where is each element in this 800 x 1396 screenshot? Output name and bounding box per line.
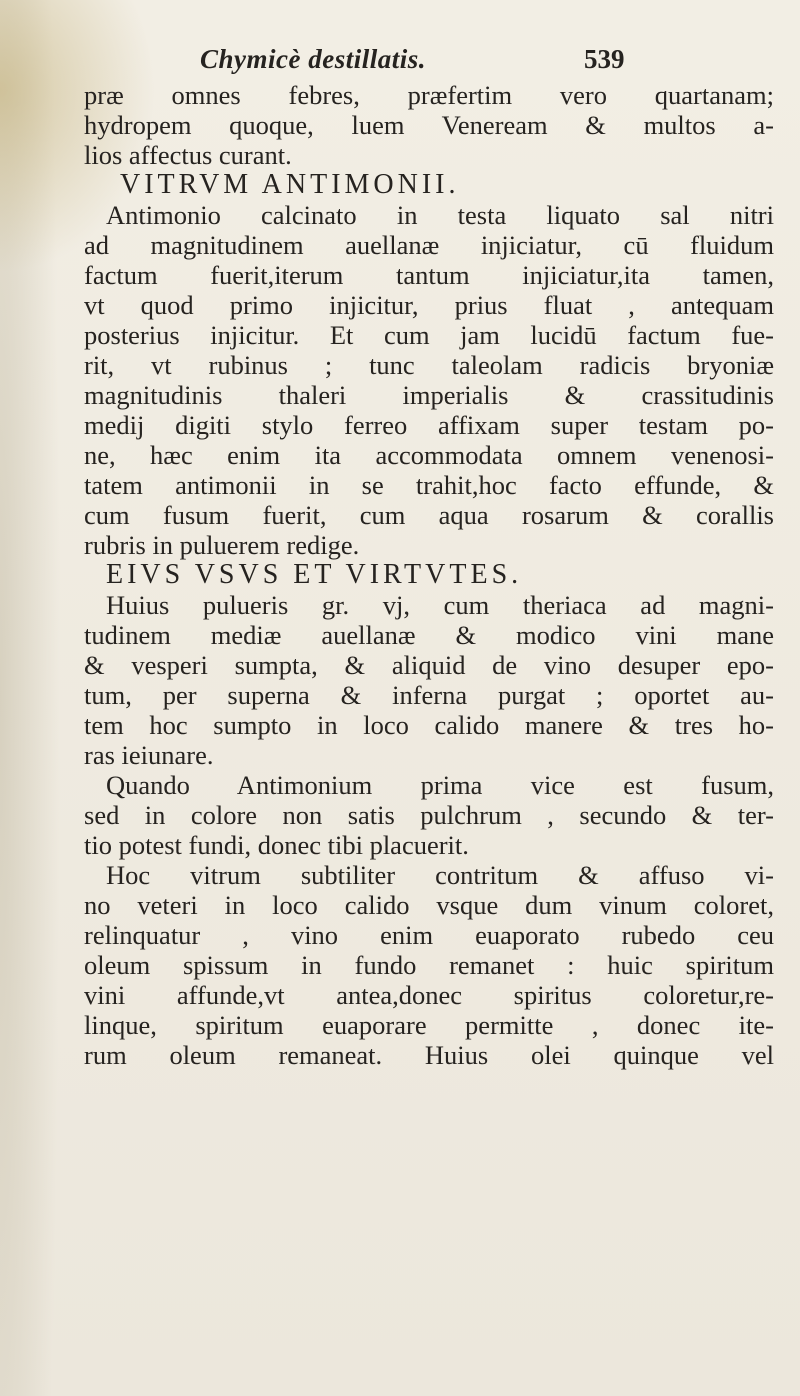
text-line: ras ieiunare. xyxy=(84,740,214,770)
text-line: magnitudinis thaleri imperialis & crassitudinis xyxy=(84,380,774,410)
section-heading: EIVS VSVS ET VIRTVTES. xyxy=(106,559,523,590)
text-line: lios affectus curant. xyxy=(84,140,292,170)
page-header xyxy=(0,44,800,78)
text-line: hydropem quoque, luem Veneream & multos a- xyxy=(84,110,774,140)
text-line: oleum spissum in fundo remanet : huic spiritum xyxy=(84,950,774,980)
text-line: tum, per superna & inferna purgat ; oportet au- xyxy=(84,680,774,710)
page-number: 539 xyxy=(584,44,625,74)
text-line: ad magnitudinem auellanæ injiciatur, cū fluidum xyxy=(84,230,774,260)
text-line: posterius injicitur. Et cum jam lucidū factum fue- xyxy=(84,320,774,350)
text-line: Huius pulueris gr. vj, cum theriaca ad magni- xyxy=(106,590,774,620)
text-line: medij digiti stylo ferreo affixam super testam po- xyxy=(84,410,774,440)
text-line: sed in colore non satis pulchrum , secundo & ter- xyxy=(84,800,774,830)
text-line: tatem antimonii in se trahit,hoc facto effunde, & xyxy=(84,470,774,500)
text-line: tudinem mediæ auellanæ & modico vini mane xyxy=(84,620,774,650)
running-head: Chymicè destillatis. xyxy=(200,44,426,74)
text-line: vt quod primo injicitur, prius fluat , antequam xyxy=(84,290,774,320)
text-line: ne, hæc enim ita accommodata omnem venenosi- xyxy=(84,440,774,470)
text-line: Hoc vitrum subtiliter contritum & affuso vi- xyxy=(106,860,774,890)
text-line: Antimonio calcinato in testa liquato sal nitri xyxy=(106,200,774,230)
body-text xyxy=(84,80,774,1070)
text-line: factum fuerit,iterum tantum injiciatur,ita tamen, xyxy=(84,260,774,290)
text-line: præ omnes febres, præfertim vero quartanam; xyxy=(84,80,774,110)
text-line: rit, vt rubinus ; tunc taleolam radicis bryoniæ xyxy=(84,350,774,380)
text-line: rum oleum remaneat. Huius olei quinque vel xyxy=(84,1040,774,1070)
text-line: & vesperi sumpta, & aliquid de vino desuper epo- xyxy=(84,650,774,680)
section-heading: VITRVM ANTIMONII. xyxy=(120,169,460,200)
text-line: tem hoc sumpto in loco calido manere & tres ho- xyxy=(84,710,774,740)
text-line: no veteri in loco calido vsque dum vinum coloret, xyxy=(84,890,774,920)
text-line: rubris in puluerem redige. xyxy=(84,530,360,560)
text-line: tio potest fundi, donec tibi placuerit. xyxy=(84,830,469,860)
text-line: vini affunde,vt antea,donec spiritus coloretur,re- xyxy=(84,980,774,1010)
text-line: Quando Antimonium prima vice est fusum, xyxy=(106,770,774,800)
text-line: cum fusum fuerit, cum aqua rosarum & corallis xyxy=(84,500,774,530)
text-line: relinquatur , vino enim euaporato rubedo ceu xyxy=(84,920,774,950)
text-line: linque, spiritum euaporare permitte , donec ite- xyxy=(84,1010,774,1040)
